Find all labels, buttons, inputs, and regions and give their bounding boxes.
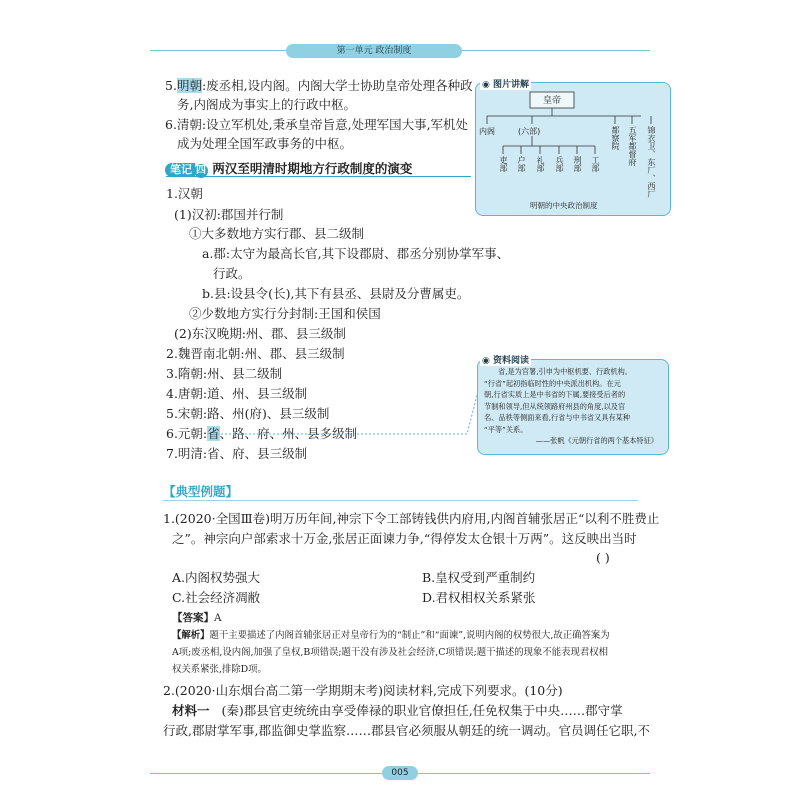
diagram-wujun: 五军都督府 [628, 126, 637, 166]
item-6-line1: 6.清朝:设立军机处,秉承皇帝旨意,处理军国大事,军机处 [165, 117, 469, 132]
q2-line-1: 2.(2020·山东烟台高二第一学期期末考)阅读材料,完成下列要求。(10分) [163, 683, 563, 698]
evo-line-2: (1)汉初:郡国并行制 [174, 207, 284, 222]
reading-source: ——张帆《元朝行省的两个基本特征》 [535, 436, 658, 445]
q1-option-a: A.内阁权势强大 [172, 570, 261, 585]
item-6-line2: 成为处理全国军政事务的中枢。 [177, 136, 353, 151]
chapter-tab: 第一单元 政治制度 [286, 44, 462, 58]
diagram-liubu: (六部) [518, 127, 541, 136]
diagram-emperor: 皇帝 [542, 96, 561, 106]
diagram-bu-3: 礼部 [536, 156, 545, 172]
highlight-sheng: 省 [207, 426, 220, 441]
q1-option-c: C.社会经济凋敝 [172, 590, 261, 605]
evo-line-14: 7.明清:省、府、县三级制 [166, 446, 308, 461]
q2-material-line-1: 材料一 (秦)郡县官吏统统由享受俸禄的职业官僚担任,任免权集于中央……郡守掌 [172, 703, 623, 718]
evo-line-8: (2)东汉晚期:州、郡、县三级制 [174, 326, 346, 341]
evo-line-11: 4.唐朝:道、州、县三级制 [166, 386, 308, 401]
note-number: 四 [196, 165, 206, 176]
diagram-bu-1: 吏部 [499, 156, 508, 172]
q1-explanation-3: 权关系紧张,排除D项。 [172, 664, 267, 675]
q1-explanation-1: 【解析】题干主要描述了内阁首辅张居正对皇帝行为的“制止”和“面谏”,说明内阁的权势很大,故正确答案为 [172, 630, 610, 641]
evo-line-10: 3.隋朝:州、县二级制 [166, 366, 283, 381]
evo-line-5: 行政。 [213, 266, 251, 281]
reading-line-3: 朝,行省实质上是中书省的下属,要接受后者的 [484, 390, 626, 399]
q1-option-b: B.皇权受到严重制约 [422, 570, 536, 585]
reading-line-5: 名、品秩等侧面来看,行省与中书省又具有某种 [484, 413, 631, 422]
reading-line-2: “行省”起初指临时性的中央派出机构。在元 [484, 378, 621, 388]
section-title: 【典型例题】 [163, 484, 239, 499]
diagram-jinyi: 锦衣卫、东厂、西厂 [647, 126, 656, 198]
diagram-tag: ◉ 图片讲解 [480, 77, 531, 90]
q1-line-1: 1.(2020·全国Ⅲ卷)明万历年间,神宗下令工部铸钱供内府用,内阁首辅张居正“以利不胜费止 [163, 511, 660, 526]
q1-explanation-2: A项;废丞相,设内阁,加强了皇权,B项错误;题干没有涉及社会经济,C项错误;题干描述的现象不能表现君权相 [172, 647, 608, 658]
evo-line-4: a.郡:太守为最高长官,其下设郡尉、郡丞分别协掌军事、 [202, 246, 510, 261]
note-underline [166, 176, 471, 177]
reading-text [484, 366, 664, 447]
q2-material-line-2: 行政,郡尉掌军事,郡监御史掌监察……郡县官必须服从朝廷的统一调动。官员调任它职,不 [163, 723, 650, 738]
q2-material-label: 材料一 [172, 703, 210, 718]
note-pill: 笔记 [165, 163, 195, 177]
diagram-caption: 明朝的中央政治制度 [530, 201, 598, 210]
diagram-bu-6: 工部 [591, 156, 600, 172]
reading-line-1: 省,是为官署,引申为中枢机要、行政机构。 [498, 367, 632, 376]
evo-line-12: 5.宋朝:路、州(府)、县三级制 [166, 406, 330, 421]
diagram-bu-5: 刑部 [573, 156, 582, 172]
diagram-bu-2: 户部 [517, 156, 526, 172]
q1-option-d: D.君权相权关系紧张 [422, 590, 536, 605]
evo-line-6: b.县:设县令(长),其下有县丞、县尉及分曹属吏。 [202, 286, 470, 301]
diagram-duchayuan: 都察院 [611, 126, 620, 150]
evo-line-1: 1.汉朝 [166, 186, 203, 201]
section-divider [163, 500, 638, 501]
highlight-ming: 明朝 [176, 78, 202, 93]
reading-line-6: “平等”关系。 [484, 424, 528, 434]
evo-line-7: ②少数地方实行分封制:王国和侯国 [189, 306, 381, 321]
q1-line-2: 之”。神宗向户部索求十万金,张居正面谏力争,“得停发太仓银十万两”。这反映出当时 [172, 531, 637, 546]
q1-answer-bracket: ( ) [596, 550, 610, 565]
reading-line-4: 节制和领导,但从统领路府州县的角度,以及官 [484, 401, 626, 411]
evo-line-9: 2.魏晋南北朝:州、郡、县三级制 [166, 346, 345, 361]
reading-tag: ◉ 资料阅读 [480, 353, 531, 366]
note-title: 两汉至明清时期地方行政制度的演变 [212, 161, 413, 176]
note-heading [165, 159, 412, 175]
q1-answer: 【答案】A [172, 612, 222, 624]
evo-line-13: 6.元朝:省、路、府、州、县多级制 [166, 426, 358, 441]
diagram-neige: 内阁 [479, 127, 495, 136]
callout-connector [215, 368, 485, 440]
item-5-line2: 务,内阁成为事实上的行政中枢。 [177, 97, 356, 112]
page-number: 005 [382, 766, 418, 780]
diagram-bu-4: 兵部 [555, 156, 564, 172]
item-5-line1: 5.明朝:废丞相,设内阁。内阁大学士协助皇帝处理各种政 [165, 78, 473, 93]
evo-line-3: ①大多数地方实行郡、县二级制 [189, 226, 365, 241]
